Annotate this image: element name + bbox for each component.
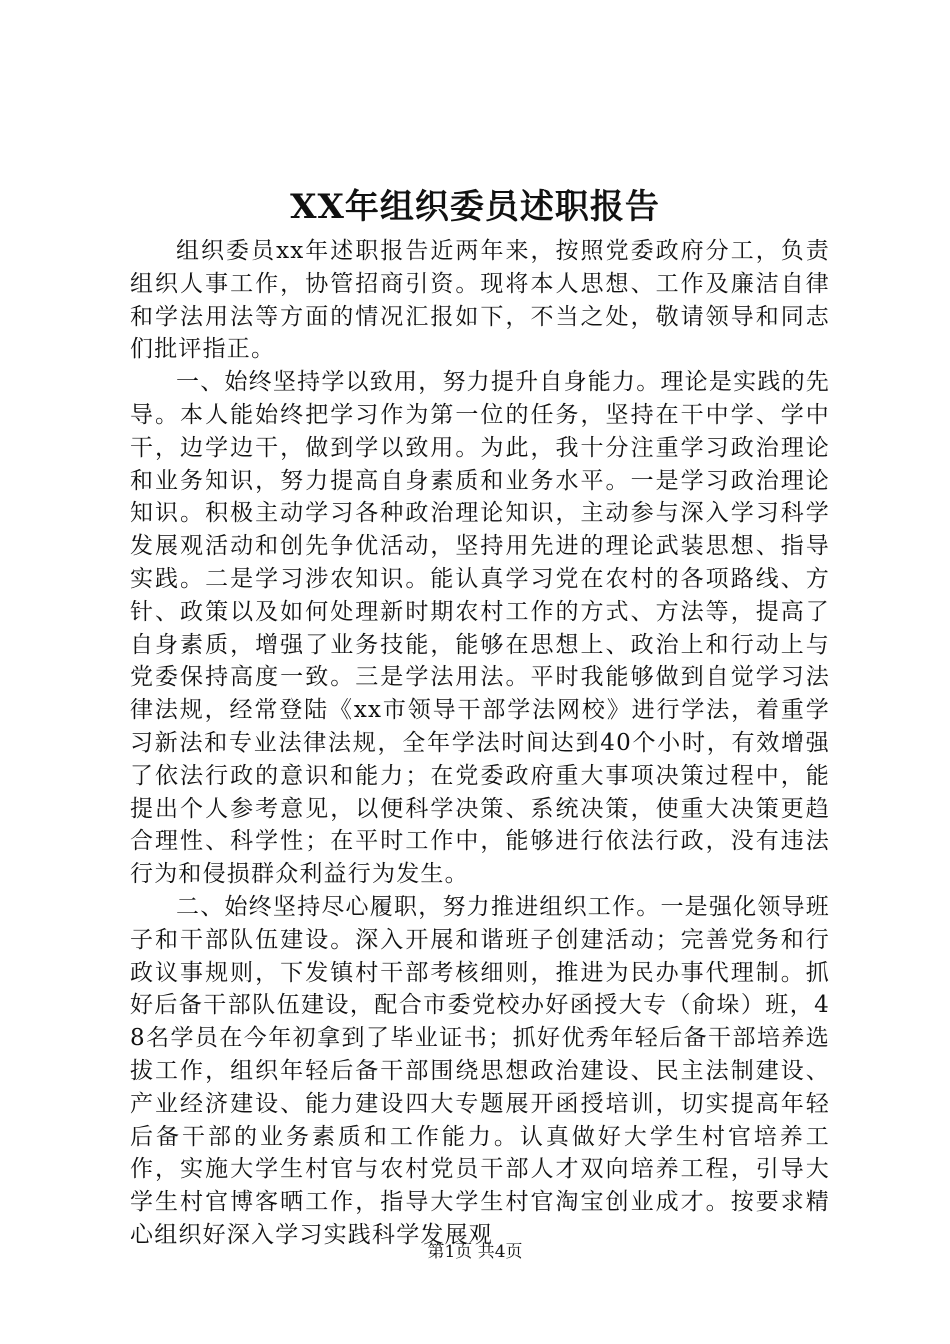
document-title: XX年组织委员述职报告 bbox=[290, 187, 660, 227]
page-number-footer: 第1页 共4页 bbox=[427, 1242, 523, 1262]
document-body bbox=[130, 235, 830, 1252]
paragraph-section-2: 二、始终坚持尽心履职，努力推进组织工作。一是强化领导班子和干部队伍建设。深入开展和谐班子创建活动；完善党务和行政议事规则，下发镇村干部考核细则，推进为民办事代理制。抓好后备干部队伍建设，配合市委党校办好函授大专（俞垛）班，48名学员在今年初拿到了毕业证书；抓好优秀年轻后备干部培养选拔工作，组织年轻后备干部围绕思想政治建设、民主法制建设、产业经济建设、能力建设四大专题展开函授培训，切实提高年轻后备干部的业务素质和工作能力。认真做好大学生村官培养工作，实施大学生村官与农村党员干部人才双向培养工程，引导大学生村官博客晒工作，指导大学生村官淘宝创业成才。按要求精心组织好深入学习实践科学发展观 bbox=[130, 893, 830, 1248]
paragraph-section-1: 一、始终坚持学以致用，努力提升自身能力。理论是实践的先导。本人能始终把学习作为第一位的任务，坚持在干中学、学中干，边学边干，做到学以致用。为此，我十分注重学习政治理论和业务知识，努力提高自身素质和业务水平。一是学习政治理论知识。积极主动学习各种政治理论知识，主动参与深入学习科学发展观活动和创先争优活动，坚持用先进的理论武装思想、指导实践。二是学习涉农知识。能认真学习党在农村的各项路线、方针、政策以及如何处理新时期农村工作的方式、方法等，提高了自身素质，增强了业务技能，能够在思想上、政治上和行动上与党委保持高度一致。三是学法用法。平时我能够做到自觉学习法律法规，经常登陆《xx市领导干部学法网校》进行学法，着重学习新法和专业法律法规，全年学法时间达到40个小时，有效增强了依法行政的意识和能力；在党委政府重大事项决策过程中，能提出个人参考意见，以便科学决策、系统决策，使重大决策更趋合理性、科学性；在平时工作中，能够进行依法行政，没有违法行为和侵损群众利益行为发生。 bbox=[130, 369, 830, 888]
paragraph-intro: 组织委员xx年述职报告近两年来，按照党委政府分工，负责组织人事工作，协管招商引资。现将本人思想、工作及廉洁自律和学法用法等方面的情况汇报如下，不当之处，敬请领导和同志们批评指正。 bbox=[130, 238, 830, 363]
